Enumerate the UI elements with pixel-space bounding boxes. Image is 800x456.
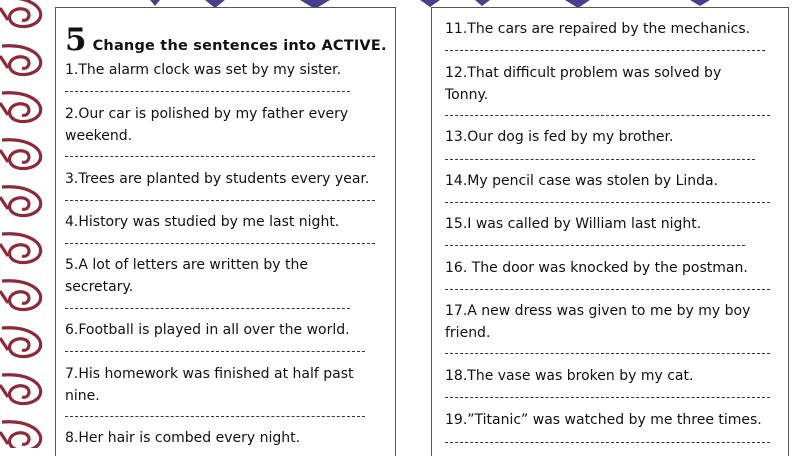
- sentence-item: 16. The door was knocked by the postman.: [445, 260, 748, 276]
- sentence-item: 1.The alarm clock was set by my sister.: [65, 62, 342, 78]
- sentence-item: 3.Trees are planted by students every year.: [65, 171, 370, 187]
- answer-line: [445, 397, 770, 398]
- answer-line: [65, 200, 375, 201]
- sentence-item: 13.Our dog is fed by my brother.: [445, 129, 674, 145]
- answer-line: [65, 243, 375, 244]
- answer-line: [445, 50, 765, 51]
- sentence-item: 8.Her hair is combed every night.: [65, 430, 301, 446]
- answer-line: [445, 245, 745, 246]
- answer-line: [65, 308, 350, 309]
- sentence-item: 4.History was studied by me last night.: [65, 214, 340, 230]
- spiral-binding: [0, 0, 52, 448]
- worksheet-left-column: [55, 7, 396, 456]
- sentence-item: 12.That difficult problem was solved by Tonny.: [445, 65, 722, 103]
- sentence-item: 18.The vase was broken by my cat.: [445, 368, 694, 384]
- sentence-item: 11.The cars are repaired by the mechanics.: [445, 21, 751, 37]
- answer-line: [65, 156, 375, 157]
- answer-line: [445, 159, 755, 160]
- sentence-item: 7.His homework was finished at half past nine.: [65, 366, 354, 404]
- answer-line: [445, 442, 770, 443]
- sentence-item: 15.I was called by William last night.: [445, 216, 702, 232]
- sentence-item: 14.My pencil case was stolen by Linda.: [445, 173, 719, 189]
- exercise-instruction: Change the sentences into ACTIVE.: [92, 38, 387, 54]
- exercise-number: 5: [65, 22, 87, 58]
- sentence-item: 6.Football is played in all over the world.: [65, 322, 350, 338]
- answer-line: [445, 115, 770, 116]
- worksheet-right-column: [431, 7, 789, 456]
- answer-line: [65, 91, 350, 92]
- sentence-item: 2.Our car is polished by my father every weekend.: [65, 106, 349, 144]
- sentence-item: 19.”Titanic” was watched by me three times.: [445, 412, 762, 428]
- sentence-item: 17.A new dress was given to me by my boy friend.: [445, 303, 751, 341]
- answer-line: [65, 416, 365, 417]
- answer-line: [445, 202, 770, 203]
- exercise-heading: [65, 22, 387, 58]
- sentence-item: 5.A lot of letters are written by the secretary.: [65, 257, 309, 295]
- answer-line: [445, 353, 770, 354]
- answer-line: [65, 351, 365, 352]
- answer-line: [445, 289, 770, 290]
